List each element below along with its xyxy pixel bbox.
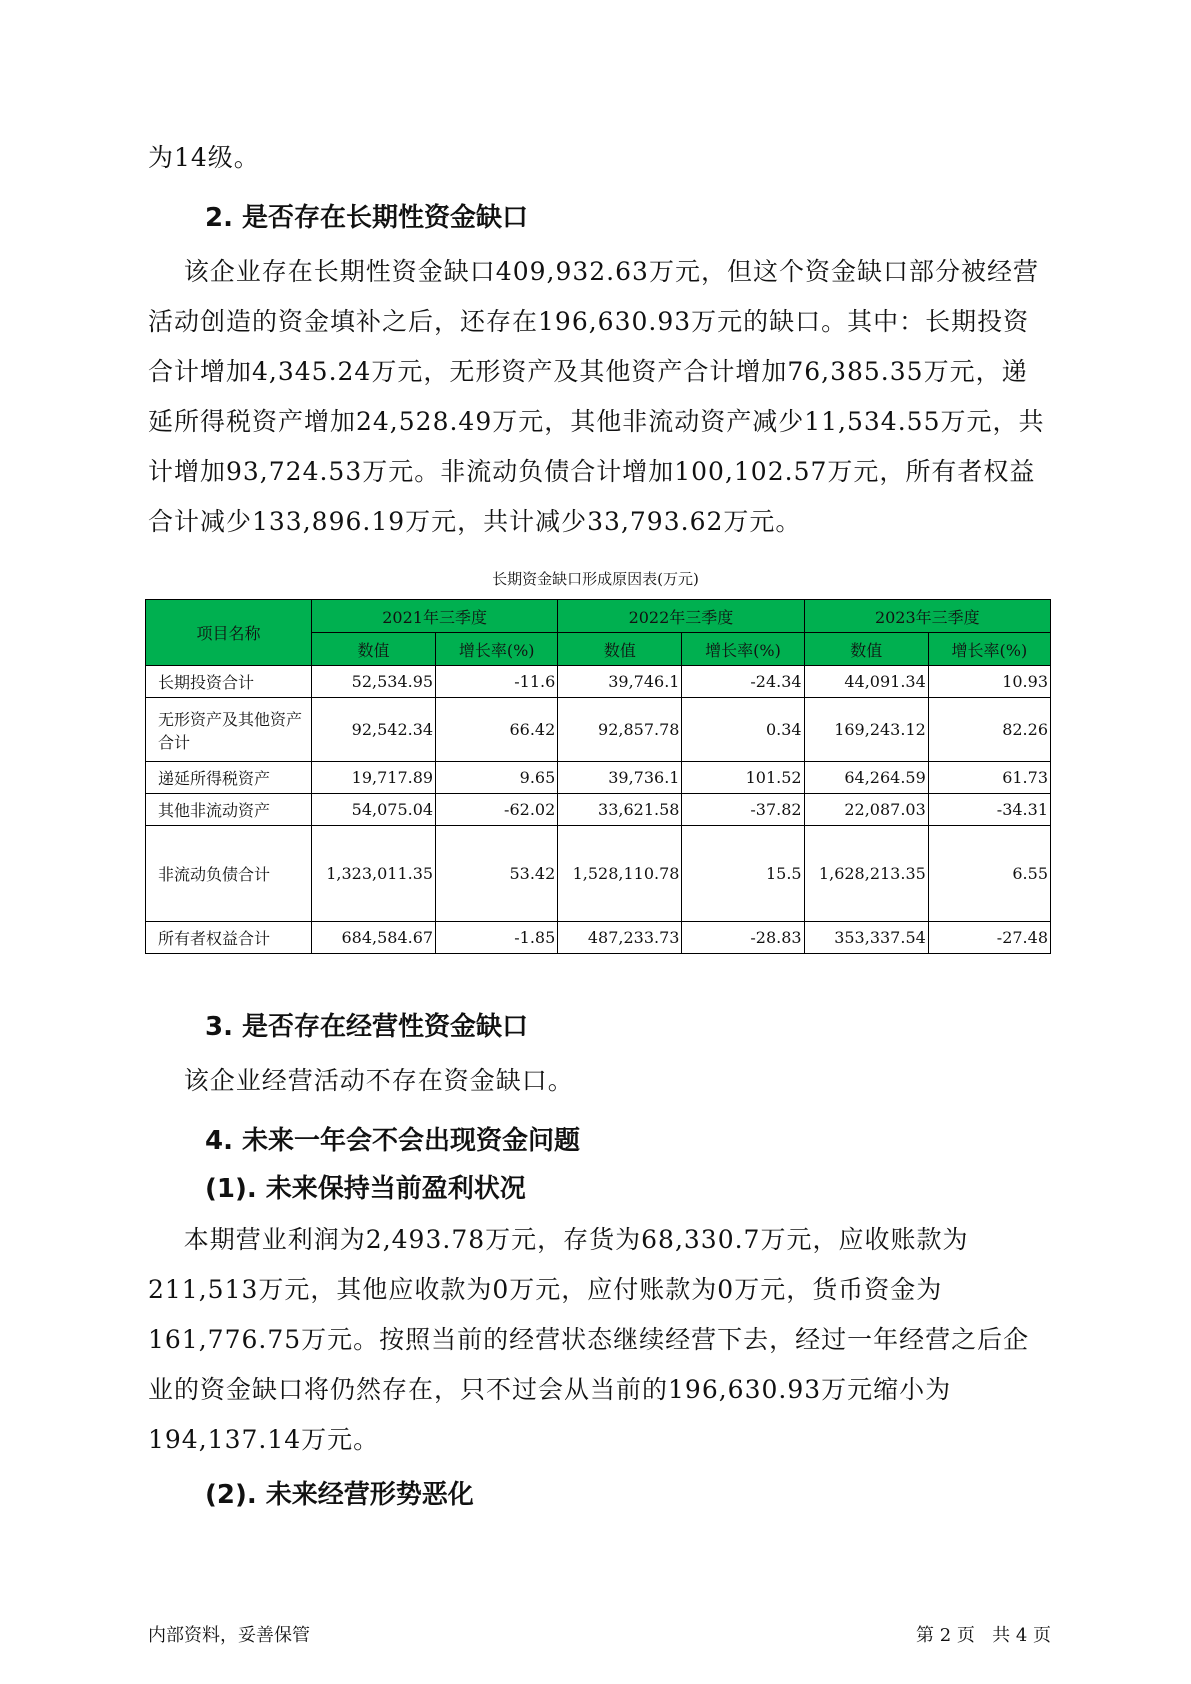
table-row: [146, 762, 1051, 794]
cell-value: 39,746.1: [558, 666, 682, 698]
cell-growth: 61.73: [928, 762, 1050, 794]
cell-growth: 15.5: [682, 826, 804, 922]
header-item-name: 项目名称: [146, 600, 312, 666]
cell-growth: -24.34: [682, 666, 804, 698]
header-period-2022: 2022年三季度: [558, 600, 804, 633]
cell-growth: 9.65: [436, 762, 558, 794]
table-row: [146, 698, 1051, 762]
cell-growth: 82.26: [928, 698, 1050, 762]
cell-value: 33,621.58: [558, 794, 682, 826]
cell-value: 1,628,213.35: [804, 826, 928, 922]
row-name: 递延所得税资产: [146, 762, 312, 794]
cell-growth: -27.48: [928, 922, 1050, 954]
cell-value: 19,717.89: [311, 762, 435, 794]
cell-growth: 10.93: [928, 666, 1050, 698]
header-value: 数值: [311, 633, 435, 666]
row-name: 无形资产及其他资产合计: [146, 698, 312, 762]
cell-value: 52,534.95: [311, 666, 435, 698]
heading-long-term-gap: 2. 是否存在长期性资金缺口: [205, 203, 529, 233]
header-growth: 增长率(%): [436, 633, 558, 666]
cell-value: 1,323,011.35: [311, 826, 435, 922]
cell-growth: 53.42: [436, 826, 558, 922]
heading-worsening: (2). 未来经营形势恶化: [205, 1480, 474, 1510]
cell-value: 92,542.34: [311, 698, 435, 762]
table-row: [146, 922, 1051, 954]
header-value: 数值: [558, 633, 682, 666]
cell-value: 1,528,110.78: [558, 826, 682, 922]
header-value: 数值: [804, 633, 928, 666]
cell-growth: -62.02: [436, 794, 558, 826]
cell-growth: -1.85: [436, 922, 558, 954]
heading-operating-gap: 3. 是否存在经营性资金缺口: [205, 1012, 529, 1042]
heading-keep-profit: (1). 未来保持当前盈利状况: [205, 1174, 526, 1204]
row-name: 长期投资合计: [146, 666, 312, 698]
cell-growth: -34.31: [928, 794, 1050, 826]
header-period-2021: 2021年三季度: [311, 600, 557, 633]
table-caption: 长期资金缺口形成原因表(万元): [492, 570, 699, 588]
header-period-2023: 2023年三季度: [804, 600, 1050, 633]
header-growth: 增长率(%): [682, 633, 804, 666]
footer-confidential: 内部资料，妥善保管: [148, 1625, 310, 1646]
paragraph-intro-tail: 为14级。: [148, 143, 260, 172]
cell-value: 39,736.1: [558, 762, 682, 794]
cell-value: 487,233.73: [558, 922, 682, 954]
cell-growth: -37.82: [682, 794, 804, 826]
heading-next-year: 4. 未来一年会不会出现资金问题: [205, 1126, 581, 1156]
cell-growth: 0.34: [682, 698, 804, 762]
paragraph-keep-profit: 本期营业利润为2,493.78万元，存货为68,330.7万元，应收账款为211,513万元，其他应收款为0万元，应付账款为0万元，货币资金为161,776.75万元。按照当前的经营状态继续经营下去，经过一年经营之后企业的资金缺口将仍然存在，只不过会从当前的196,630.93万元缩小为194,137.14万元。: [148, 1225, 1030, 1454]
table-row: [146, 826, 1051, 922]
cell-value: 22,087.03: [804, 794, 928, 826]
cell-value: 64,264.59: [804, 762, 928, 794]
table-row: [146, 666, 1051, 698]
row-name: 所有者权益合计: [146, 922, 312, 954]
cell-growth: 6.55: [928, 826, 1050, 922]
cell-growth: -28.83: [682, 922, 804, 954]
row-name: 非流动负债合计: [146, 826, 312, 922]
cell-value: 353,337.54: [804, 922, 928, 954]
cell-value: 44,091.34: [804, 666, 928, 698]
cell-growth: -11.6: [436, 666, 558, 698]
long-term-gap-table: [145, 599, 1051, 954]
cell-value: 169,243.12: [804, 698, 928, 762]
cell-growth: 66.42: [436, 698, 558, 762]
cell-value: 54,075.04: [311, 794, 435, 826]
page-number: 第 2 页 共 4 页: [916, 1625, 1051, 1646]
row-name: 其他非流动资产: [146, 794, 312, 826]
cell-value: 92,857.78: [558, 698, 682, 762]
header-growth: 增长率(%): [928, 633, 1050, 666]
table-row: [146, 794, 1051, 826]
paragraph-long-term-gap: 该企业存在长期性资金缺口409,932.63万元，但这个资金缺口部分被经营活动创造的资金填补之后，还存在196,630.93万元的缺口。其中：长期投资合计增加4,345.24万元，无形资产及其他资产合计增加76,385.35万元，递延所得税资产增加24,528.49万元，其他非流动资产减少11,534.55万元，共计增加93,724.53万元。非流动负债合计增加100,102.57万元，所有者权益合计减少133,896.19万元，共计减少33,793.62万元。: [148, 257, 1045, 536]
cell-growth: 101.52: [682, 762, 804, 794]
cell-value: 684,584.67: [311, 922, 435, 954]
paragraph-operating-gap: 该企业经营活动不存在资金缺口。: [148, 1066, 574, 1095]
